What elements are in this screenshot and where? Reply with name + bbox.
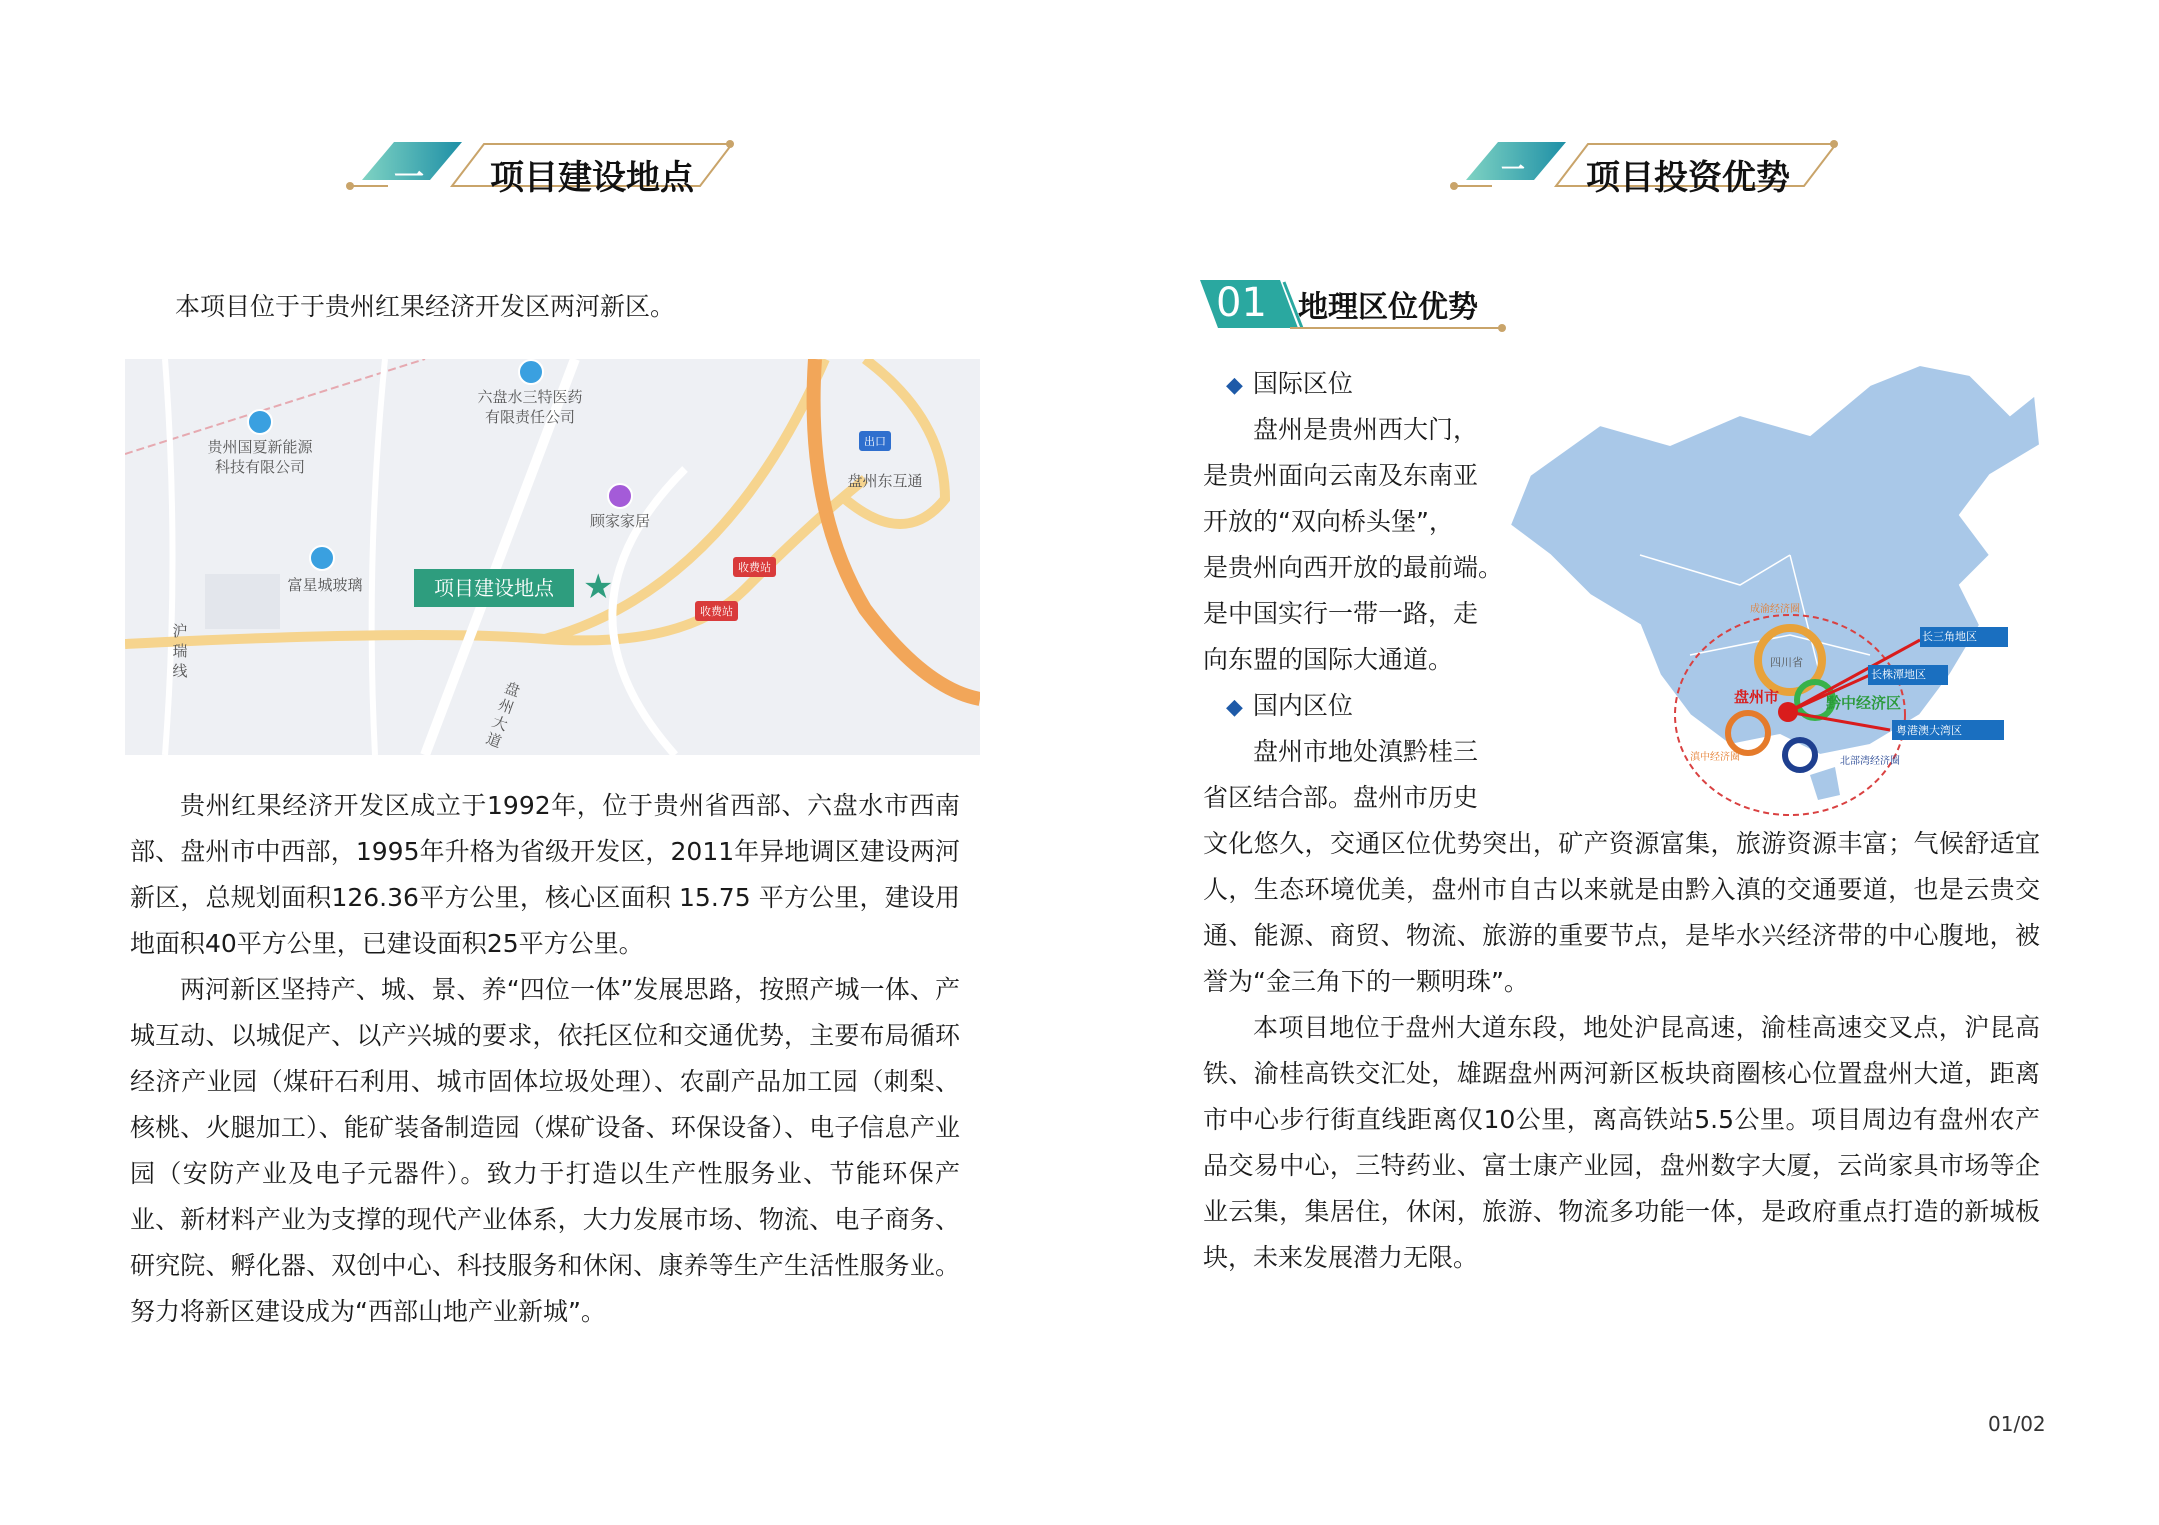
text-line: 是贵州向西开放的最前端。	[1203, 553, 1504, 582]
section-banner-left	[342, 138, 742, 208]
map-label-interchange: 盘州东互通	[847, 472, 923, 490]
text-line: 向东盟的国际大通道。	[1203, 645, 1454, 674]
map-label-glass: 富星城玻璃	[287, 576, 363, 594]
paragraph-project-location: 本项目地位于盘州大道东段，地处沪昆高速，渝桂高速交叉点，沪昆高铁、渝桂高铁交汇处，雄踞盘州两河新区板块商圈核心位置盘州大道，距离市中心步行街直线距离仅10公里，离高铁站5.5公里。项目周边有盘州农产品交易中心，三特药业、富士康产业园，盘州数字大厦，云尚家具市场等企业云集，集居住，休闲，旅游、物流多功能一体，是政府重点打造的新城板块，未来发展潜力无限。	[1203, 1013, 2040, 1272]
location-map	[125, 359, 980, 755]
project-site-label: 项目建设地点	[414, 569, 574, 607]
bullet-international	[1226, 361, 1353, 409]
intl-text	[1203, 407, 1503, 683]
map-label-city: 盘州市	[1734, 688, 1780, 706]
poi-marker-icon	[247, 409, 273, 435]
intro-text: 本项目位于于贵州红果经济开发区两河新区。	[175, 292, 676, 321]
section-title: 项目建设地点	[490, 158, 694, 198]
diamond-icon: ◆	[1226, 695, 1243, 720]
section-banner-right	[1446, 138, 1846, 208]
china-region-map	[1490, 355, 2045, 820]
diamond-icon: ◆	[1226, 373, 1243, 398]
map-label-hurui: 沪 瑞 线	[172, 622, 188, 680]
map-label-pharma: 六盘水三特医药 有限责任公司	[477, 388, 583, 426]
exit-badge: 出口	[859, 431, 891, 451]
map-label-zone: 黔中经济区	[1826, 694, 1902, 712]
text-line: 省区结合部。盘州市历史	[1203, 783, 1479, 812]
poi-marker-icon	[518, 359, 544, 385]
right-body	[1203, 821, 2040, 1281]
map-label-changzhutan: 长株潭地区	[1871, 668, 1926, 681]
text-line: 是中国实行一带一路，走	[1203, 599, 1479, 628]
map-label-gba: 粤港澳大湾区	[1896, 724, 1962, 737]
map-label-energy: 贵州国夏新能源 科技有限公司	[207, 438, 313, 476]
subheading-title: 地理区位优势	[1298, 290, 1478, 325]
map-label-chengyu: 成渝经济圈	[1750, 604, 1800, 615]
paragraph-zone-plan: 两河新区坚持产、城、景、养“四位一体”发展思路，按照产城一体、产城互动、以城促产、以产兴城的要求，依托区位和交通优势，主要布局循环经济产业园（煤矸石利用、城市固体垃圾处理）、农副产品加工园（刺梨、核桃、火腿加工）、能矿装备制造园（煤矿设备、环保设备）、电子信息产业园（安防产业及电子元器件）。致力于打造以生产性服务业、节能环保产业、新材料产业为支撑的现代产业体系，大力发展市场、物流、电子商务、研究院、孵化器、双创中心、科技服务和休闲、康养等生产生活性服务业。努力将新区建设成为“西部山地产业新城”。	[130, 975, 960, 1326]
poi-marker-icon	[309, 545, 335, 571]
section-number: 一	[394, 160, 424, 195]
left-body	[130, 783, 960, 1335]
page-number: 01/02	[1988, 1412, 2046, 1436]
text-line: 是贵州面向云南及东南亚	[1203, 461, 1479, 490]
map-label-yangtze: 长三角地区	[1922, 630, 1977, 643]
map-label-home: 顾家家居	[589, 512, 650, 530]
bullet-label: 国际区位	[1252, 369, 1353, 398]
bullet-label: 国内区位	[1252, 691, 1353, 720]
map-label-dianzhong: 滇中经济圈	[1690, 752, 1740, 763]
toll-badge: 收费站	[695, 601, 738, 621]
paragraph-zone-intro: 贵州红果经济开发区成立于1992年，位于贵州省西部、六盘水市西南部、盘州市中西部，1995年升格为省级开发区，2011年异地调区建设两河新区，总规划面积126.36平方公里，核心区面积 15.75 平方公里，建设用地面积40平方公里，已建设面积25平方公里。	[130, 791, 960, 958]
section-title: 项目投资优势	[1586, 158, 1790, 198]
toll-badge: 收费站	[733, 557, 776, 577]
map-label-sichuan: 四川省	[1770, 656, 1803, 669]
text-line: 盘州市地处滇黔桂三	[1253, 737, 1479, 766]
text-line: 开放的“双向桥头堡”，	[1203, 507, 1454, 536]
text-line: 盘州是贵州西大门，	[1253, 415, 1479, 444]
map-label-panzhou-road: 盘州大道	[483, 678, 523, 752]
paragraph-domestic: 文化悠久，交通区位优势突出，矿产资源富集，旅游资源丰富；气候舒适宜人，生态环境优美，盘州市自古以来就是由黔入滇的交通要道，也是云贵交通、能源、商贸、物流、旅游的重要节点，是毕水兴经济带的中心腹地，被誉为“金三角下的一颗明珠”。	[1203, 829, 2040, 996]
map-label-beibu: 北部湾经济圈	[1840, 756, 1900, 767]
bullet-domestic	[1226, 683, 1353, 731]
star-icon: ★	[583, 567, 614, 607]
poi-marker-icon	[607, 483, 633, 509]
section-number: 二	[1498, 160, 1528, 195]
subheading-number: 01	[1216, 280, 1267, 326]
domestic-text-top	[1203, 729, 1503, 821]
